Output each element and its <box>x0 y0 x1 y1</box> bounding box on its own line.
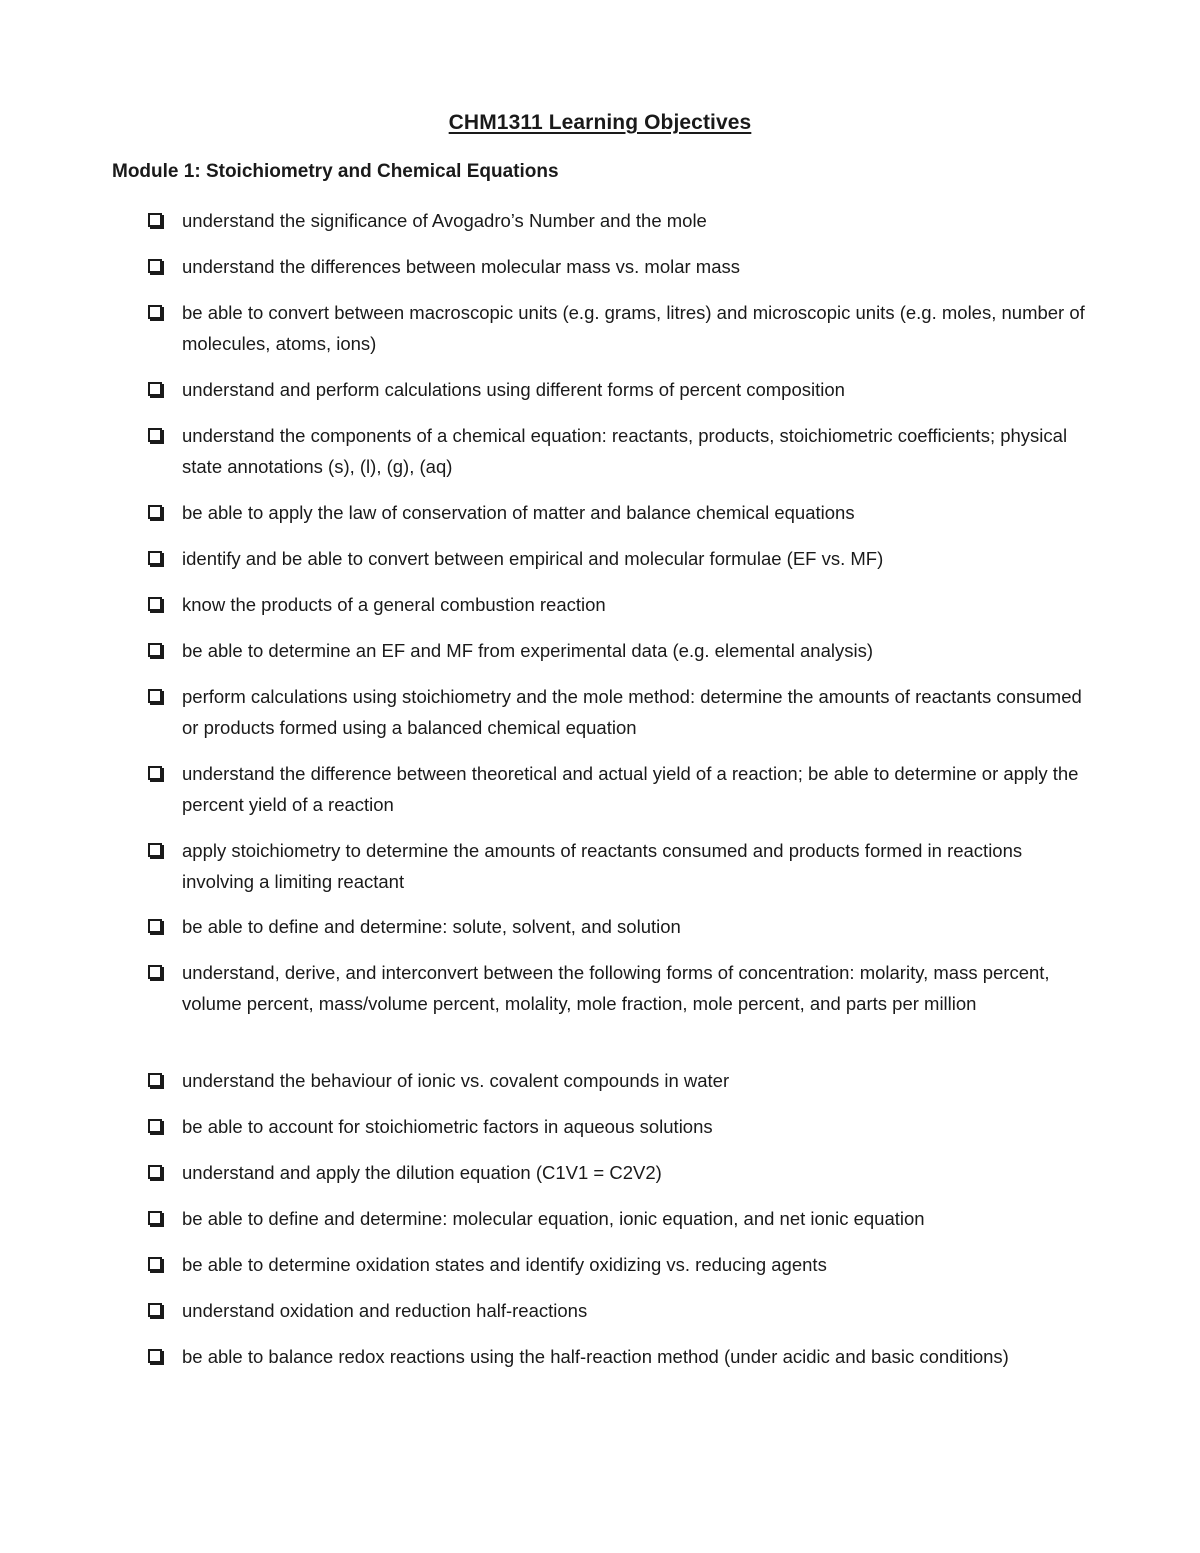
checkbox-icon <box>148 643 162 657</box>
checkbox-icon <box>148 1073 162 1087</box>
objective-text: understand, derive, and interconvert between the following forms of concentration: molarity, mass percent, volume percent, mass/volume percent, molality, mole fraction, mole percent, and parts per million <box>182 962 1050 1014</box>
objective-text: be able to convert between macroscopic units (e.g. grams, litres) and microscopic units (e.g. moles, number of molecules, atoms, ions) <box>182 302 1085 354</box>
objective-text: identify and be able to convert between empirical and molecular formulae (EF vs. MF) <box>182 548 884 569</box>
checkbox-icon <box>148 213 162 227</box>
checkbox-icon <box>148 843 162 857</box>
checkbox-icon <box>148 505 162 519</box>
objective-text: understand oxidation and reduction half-reactions <box>182 1300 588 1321</box>
checkbox-icon <box>148 766 162 780</box>
checkbox-icon <box>148 1211 162 1225</box>
objective-text: be able to apply the law of conservation of matter and balance chemical equations <box>182 502 855 523</box>
checkbox-icon <box>148 551 162 565</box>
objective-text: understand and perform calculations using different forms of percent composition <box>182 379 845 400</box>
objective-text: apply stoichiometry to determine the amounts of reactants consumed and products formed in reactions involving a limiting reactant <box>182 840 1023 892</box>
objective-text: understand the significance of Avogadro’s Number and the mole <box>182 210 707 231</box>
checkbox-icon <box>148 689 162 703</box>
objective-text: understand the differences between molecular mass vs. molar mass <box>182 256 741 277</box>
checkbox-icon <box>148 382 162 396</box>
objective-text: be able to determine an EF and MF from experimental data (e.g. elemental analysis) <box>182 640 874 661</box>
checkbox-icon <box>148 305 162 319</box>
checkbox-icon <box>148 1119 162 1133</box>
objective-text: understand the components of a chemical equation: reactants, products, stoichiometric coefficients; physical state annotations (s), (l), (g), (aq) <box>182 425 1068 477</box>
objective-text: be able to define and determine: molecular equation, ionic equation, and net ionic equation <box>182 1208 925 1229</box>
objective-text: be able to define and determine: solute, solvent, and solution <box>182 916 681 937</box>
checkbox-icon <box>148 1303 162 1317</box>
objective-text: be able to determine oxidation states and identify oxidizing vs. reducing agents <box>182 1254 827 1275</box>
checkbox-icon <box>148 597 162 611</box>
checkbox-icon <box>148 1165 162 1179</box>
page-title: CHM1311 Learning Objectives <box>448 111 752 134</box>
module-heading: Module 1: Stoichiometry and Chemical Equations <box>112 161 559 182</box>
objective-text: be able to balance redox reactions using the half-reaction method (under acidic and basic conditions) <box>182 1346 1009 1367</box>
objective-text: know the products of a general combustion reaction <box>182 594 606 615</box>
objective-text: perform calculations using stoichiometry and the mole method: determine the amounts of reactants consumed or products formed using a balanced chemical equation <box>182 686 1082 738</box>
objective-text: understand the difference between theoretical and actual yield of a reaction; be able to determine or apply the percent yield of a reaction <box>182 763 1079 815</box>
checkbox-icon <box>148 1257 162 1271</box>
objective-text: understand and apply the dilution equation (C1V1 = C2V2) <box>182 1162 662 1183</box>
checkbox-icon <box>148 1349 162 1363</box>
checkbox-icon <box>148 259 162 273</box>
checkbox-icon <box>148 965 162 979</box>
objective-text: understand the behaviour of ionic vs. covalent compounds in water <box>182 1070 730 1091</box>
checkbox-icon <box>148 919 162 933</box>
objective-text: be able to account for stoichiometric factors in aqueous solutions <box>182 1116 713 1137</box>
checkbox-icon <box>148 428 162 442</box>
